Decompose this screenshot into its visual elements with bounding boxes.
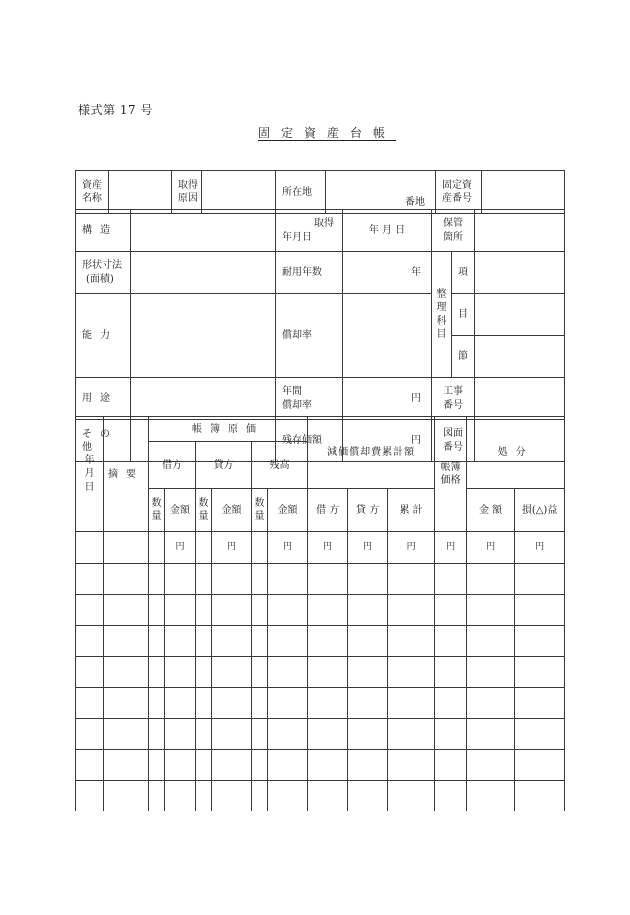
ledger-cell[interactable] [76,719,104,750]
debit-amount-header: 金額 [165,489,196,532]
ledger-cell[interactable] [268,719,308,750]
ledger-cell[interactable] [515,719,565,750]
ledger-cell[interactable] [212,626,252,657]
ledger-cell[interactable] [149,750,165,781]
ledger-cell[interactable] [196,657,212,688]
setsu-field[interactable] [475,336,565,378]
annual-depreciation-field[interactable]: 円 [343,378,432,420]
ledger-cell[interactable] [308,688,348,719]
ledger-cell[interactable] [104,781,149,812]
ledger-cell[interactable] [165,657,196,688]
ledger-cell[interactable] [212,657,252,688]
construction-label-2: 番号 [443,399,463,411]
capacity-label: 能力 [76,294,131,378]
ledger-cell[interactable] [212,595,252,626]
ledger-cell[interactable] [149,626,165,657]
ledger-cell[interactable] [165,781,196,812]
ledger-cell[interactable] [165,750,196,781]
construction-label-1: 工事 [443,386,463,397]
useful-life-label: 耐用年数 [276,252,343,294]
form-number: 様式第 17 号 [78,103,153,117]
ledger-cell[interactable] [212,750,252,781]
ledger-cell[interactable] [308,595,348,626]
ledger-cell[interactable] [308,719,348,750]
summary-header: 摘要 [104,417,149,532]
unit-yen[interactable]: 円 [388,532,435,564]
ledger-table [75,416,565,811]
ledger-cell[interactable] [268,750,308,781]
ledger-cell[interactable] [467,688,515,719]
book-value-header-2: 価格 [440,475,461,486]
balance-amount-header: 金額 [268,489,308,532]
ledger-cell[interactable] [348,626,388,657]
ledger-row [76,595,565,626]
ledger-cell[interactable] [435,750,467,781]
ledger-cell[interactable] [388,595,435,626]
ledger-cell[interactable] [165,626,196,657]
arrangement-char-3: 科 [436,315,447,327]
ledger-cell[interactable] [515,688,565,719]
debit-qty-header: 数量 [149,489,165,532]
construction-field[interactable] [475,378,565,420]
unit-yen[interactable]: 円 [165,532,196,564]
ledger-cell[interactable] [435,626,467,657]
gain-loss-header: 損(△)益 [515,489,565,532]
annual-label-2: 償却率 [282,399,312,411]
ledger-row [76,626,565,657]
ledger-cell[interactable] [308,564,348,595]
arrangement-char-4: 目 [436,329,447,340]
ledger-cell[interactable] [467,657,515,688]
residual-value-field[interactable]: 円 [343,420,432,462]
ledger-row [76,781,565,812]
ledger-cell[interactable] [515,595,565,626]
credit-qty-header: 数量 [196,489,212,532]
annual-label-1: 年間 [282,386,302,397]
date-col-month: 月 [84,468,95,480]
ledger-cell[interactable] [149,595,165,626]
ledger-cell[interactable] [308,626,348,657]
ledger-cell[interactable] [348,781,388,812]
ledger-cell[interactable] [104,564,149,595]
ledger-cell[interactable] [515,626,565,657]
setsu-label: 節 [452,336,475,378]
ledger-cell[interactable] [76,564,104,595]
ledger-cell[interactable] [252,719,268,750]
structure-label: 構造 [76,210,131,252]
use-label: 用途 [76,378,131,420]
banchi-label: 番地 [326,171,436,214]
ledger-cell[interactable] [308,750,348,781]
ledger-cell[interactable] [76,781,104,812]
other-label: その他 [76,420,131,462]
unit-yen[interactable]: 円 [348,532,388,564]
ledger-cell[interactable] [268,626,308,657]
structure-field[interactable] [131,210,276,252]
use-field[interactable] [131,378,276,420]
date-col-day: 日 [84,481,95,493]
header-table [75,170,565,214]
ledger-cell[interactable] [467,564,515,595]
ledger-cell[interactable] [104,750,149,781]
ledger-cell[interactable] [348,657,388,688]
ledger-cell[interactable] [76,626,104,657]
unit-cell[interactable] [149,532,165,564]
shape-field[interactable] [131,252,276,294]
balance-qty-header: 数量 [252,489,268,532]
storage-label-2: 箇所 [443,231,463,243]
debit-header: 借方 [149,442,196,489]
ledger-cell[interactable] [165,719,196,750]
ledger-cell[interactable] [104,626,149,657]
ledger-cell[interactable] [348,688,388,719]
ledger-cell[interactable] [104,719,149,750]
ledger-cell[interactable] [515,564,565,595]
depr-credit-header: 貸 方 [348,489,388,532]
drawing-label-2: 番号 [443,441,463,453]
document-title: 固定資産台帳 [258,126,397,140]
ledger-cell[interactable] [348,750,388,781]
ledger-cell[interactable] [76,688,104,719]
ledger-cell[interactable] [308,657,348,688]
ledger-cell[interactable] [388,750,435,781]
ledger-cell[interactable] [515,750,565,781]
arrangement-char-2: 理 [436,302,447,313]
unit-cell[interactable] [252,532,268,564]
kou-field[interactable] [475,252,565,294]
ledger-cell[interactable] [76,657,104,688]
ledger-cell[interactable] [196,688,212,719]
ledger-cell[interactable] [165,564,196,595]
unit-cell[interactable] [104,532,149,564]
acquired-ymd-label: 年月日 [282,231,312,243]
ledger-cell[interactable] [467,750,515,781]
ledger-cell[interactable] [165,595,196,626]
disposal-header: 処分 [467,417,565,489]
ledger-cell[interactable] [268,564,308,595]
ledger-cell[interactable] [388,719,435,750]
unit-yen[interactable]: 円 [435,532,467,564]
unit-cell[interactable] [196,532,212,564]
useful-life-unit[interactable]: 年 [343,252,432,294]
unit-yen[interactable]: 円 [308,532,348,564]
arrangement-char-1: 整 [436,288,447,300]
acquired-label: 取得 [314,218,334,229]
acquired-date-field[interactable]: 年 月 日 [343,210,432,252]
ledger-cell[interactable] [104,688,149,719]
ledger-cell[interactable] [435,719,467,750]
location-label: 所在地 [276,171,326,214]
drawing-label-1: 図面 [443,428,463,439]
ledger-row [76,750,565,781]
ledger-row [76,657,565,688]
ledger-cell[interactable] [252,750,268,781]
ledger-cell[interactable] [388,564,435,595]
balance-header: 残高 [252,442,308,489]
ledger-cell[interactable] [252,626,268,657]
ledger-cell[interactable] [76,750,104,781]
ledger-cell[interactable] [196,564,212,595]
depreciation-rate-label: 償却率 [276,294,343,378]
ledger-cell[interactable] [388,626,435,657]
ledger-cell[interactable] [165,688,196,719]
ledger-cell[interactable] [149,688,165,719]
ledger-cell[interactable] [196,626,212,657]
ledger-cell[interactable] [196,781,212,812]
book-value-header-1: 帳簿 [440,461,461,473]
kou-label: 項 [452,252,475,294]
asset-number-label: 固定資産番号 [436,171,482,214]
date-col-year: 年 [84,454,95,466]
ledger-cell[interactable] [76,595,104,626]
ledger-row [76,688,565,719]
ledger-cell[interactable] [467,595,515,626]
ledger-cell[interactable] [252,595,268,626]
storage-field[interactable] [475,210,565,252]
ledger-cell[interactable] [149,564,165,595]
ledger-cell[interactable] [252,781,268,812]
ledger-cell[interactable] [268,595,308,626]
capacity-field[interactable] [131,294,276,378]
acquisition-cause-label: 取得原因 [172,171,202,214]
book-original-header: 帳簿原価 [149,417,308,442]
credit-amount-header: 金額 [212,489,252,532]
ledger-cell[interactable] [515,657,565,688]
disposal-amount-header: 金 額 [467,489,515,532]
accumulated-depr-header: 減価償却費累計額 [308,417,435,489]
ledger-cell[interactable] [348,595,388,626]
moku-field[interactable] [475,294,565,336]
ledger-cell[interactable] [212,719,252,750]
ledger-cell[interactable] [104,657,149,688]
unit-yen[interactable]: 円 [268,532,308,564]
unit-yen[interactable]: 円 [515,532,565,564]
ledger-cell[interactable] [388,781,435,812]
ledger-cell[interactable] [268,688,308,719]
ledger-cell[interactable] [212,564,252,595]
ledger-rows [76,564,565,812]
ledger-cell[interactable] [252,688,268,719]
ledger-cell[interactable] [196,750,212,781]
moku-label: 目 [452,294,475,336]
ledger-cell[interactable] [104,595,149,626]
ledger-cell[interactable] [196,595,212,626]
ledger-cell[interactable] [252,564,268,595]
storage-label: 保管 [443,218,463,229]
shape-label: 形状寸法 [82,260,122,271]
ledger-cell[interactable] [435,781,467,812]
ledger-cell[interactable] [467,781,515,812]
ledger-cell[interactable] [435,595,467,626]
residual-value-label: 残存価額 [276,420,343,462]
ledger-cell[interactable] [348,719,388,750]
depr-total-header: 累 計 [388,489,435,532]
ledger-cell[interactable] [435,688,467,719]
shape-sub-label: (面積) [86,273,114,285]
ledger-cell[interactable] [435,657,467,688]
ledger-cell[interactable] [388,688,435,719]
ledger-row [76,564,565,595]
asset-name-field[interactable] [109,171,172,214]
ledger-cell[interactable] [212,781,252,812]
asset-name-label: 資産名称 [76,171,109,214]
ledger-cell[interactable] [149,657,165,688]
credit-header: 貸方 [196,442,252,489]
ledger-row [76,719,565,750]
ledger-cell[interactable] [467,626,515,657]
ledger-cell[interactable] [435,564,467,595]
ledger-cell[interactable] [196,719,212,750]
ledger-cell[interactable] [308,781,348,812]
ledger-cell[interactable] [149,719,165,750]
depr-debit-header: 借 方 [308,489,348,532]
ledger-cell[interactable] [149,781,165,812]
ledger-cell[interactable] [348,564,388,595]
ledger-cell[interactable] [268,657,308,688]
acquisition-cause-field[interactable] [202,171,276,214]
unit-yen[interactable]: 円 [212,532,252,564]
unit-yen[interactable]: 円 [467,532,515,564]
ledger-cell[interactable] [515,781,565,812]
asset-number-field[interactable] [482,171,565,214]
ledger-cell[interactable] [252,657,268,688]
ledger-cell[interactable] [467,719,515,750]
ledger-cell[interactable] [388,657,435,688]
ledger-cell[interactable] [212,688,252,719]
ledger-cell[interactable] [268,781,308,812]
unit-cell[interactable] [76,532,104,564]
depreciation-rate-field[interactable] [343,294,432,378]
